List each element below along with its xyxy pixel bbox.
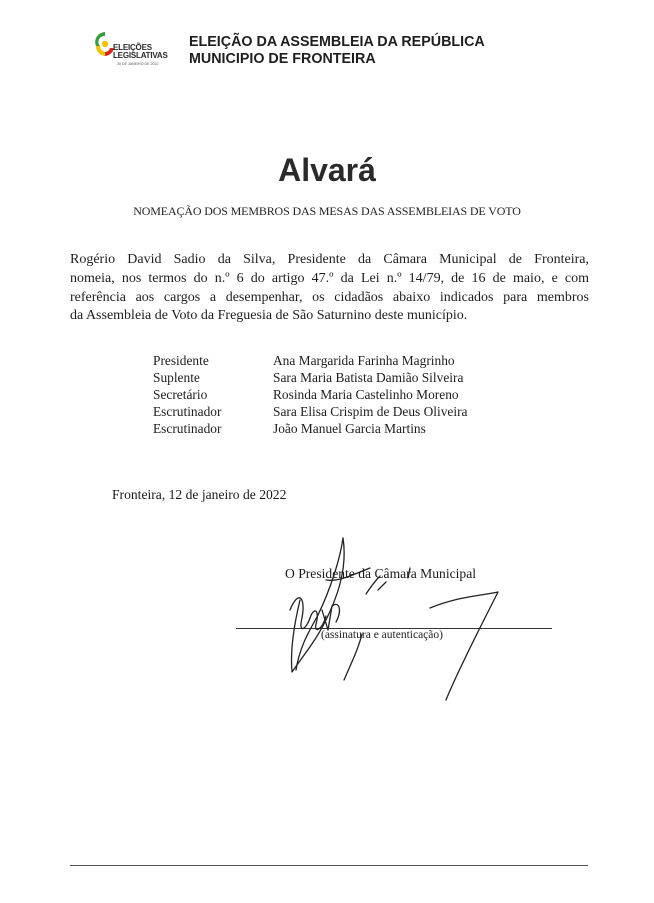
body-line: Rogério David Sadio da Silva, Presidente da Câmara Municipal de Fronteira, xyxy=(70,252,589,267)
document-subtitle: NOMEAÇÃO DOS MEMBROS DAS MESAS DAS ASSEMBLEIAS DE VOTO xyxy=(133,204,521,218)
body-line: nomeia, nos termos do n.º 6 do artigo 47.º da Lei n.º 14/79, de 16 de maio, e com xyxy=(70,271,589,286)
signature-caption: (assinatura e autenticação) xyxy=(321,629,443,641)
logo-text-line2: LEGISLATIVAS xyxy=(113,51,168,60)
member-name: Ana Margarida Farinha Magrinho xyxy=(273,353,455,368)
footer-rule xyxy=(70,865,588,866)
logo-text-date: 30 DE JANEIRO DE 2022 xyxy=(117,62,159,66)
member-name: Sara Elisa Crispim de Deus Oliveira xyxy=(273,404,468,419)
member-role: Secretário xyxy=(153,387,208,402)
elections-logo xyxy=(94,30,174,72)
header-municipality: MUNICIPIO DE FRONTEIRA xyxy=(189,51,376,67)
member-name: Sara Maria Batista Damião Silveira xyxy=(273,370,464,385)
member-role: Presidente xyxy=(153,353,209,368)
member-name: João Manuel Garcia Martins xyxy=(273,421,426,436)
body-line: da Assembleia de Voto da Freguesia de São Saturnino deste município. xyxy=(70,308,468,323)
header-title: ELEIÇÃO DA ASSEMBLEIA DA REPÚBLICA xyxy=(189,34,485,50)
handwritten-signature xyxy=(270,530,510,710)
member-role: Escrutinador xyxy=(153,404,222,419)
signatory-title: O Presidente da Câmara Municipal xyxy=(285,566,477,581)
member-name: Rosinda Maria Castelinho Moreno xyxy=(273,387,459,402)
member-role: Suplente xyxy=(153,370,200,385)
body-line: referência aos cargos a desempenhar, os cidadãos abaixo indicados para membros xyxy=(70,290,589,305)
document-title: Alvará xyxy=(278,152,376,188)
member-role: Escrutinador xyxy=(153,421,222,436)
logo-text-line1: ELEIÇÕES xyxy=(113,43,152,52)
place-and-date: Fronteira, 12 de janeiro de 2022 xyxy=(112,487,287,502)
